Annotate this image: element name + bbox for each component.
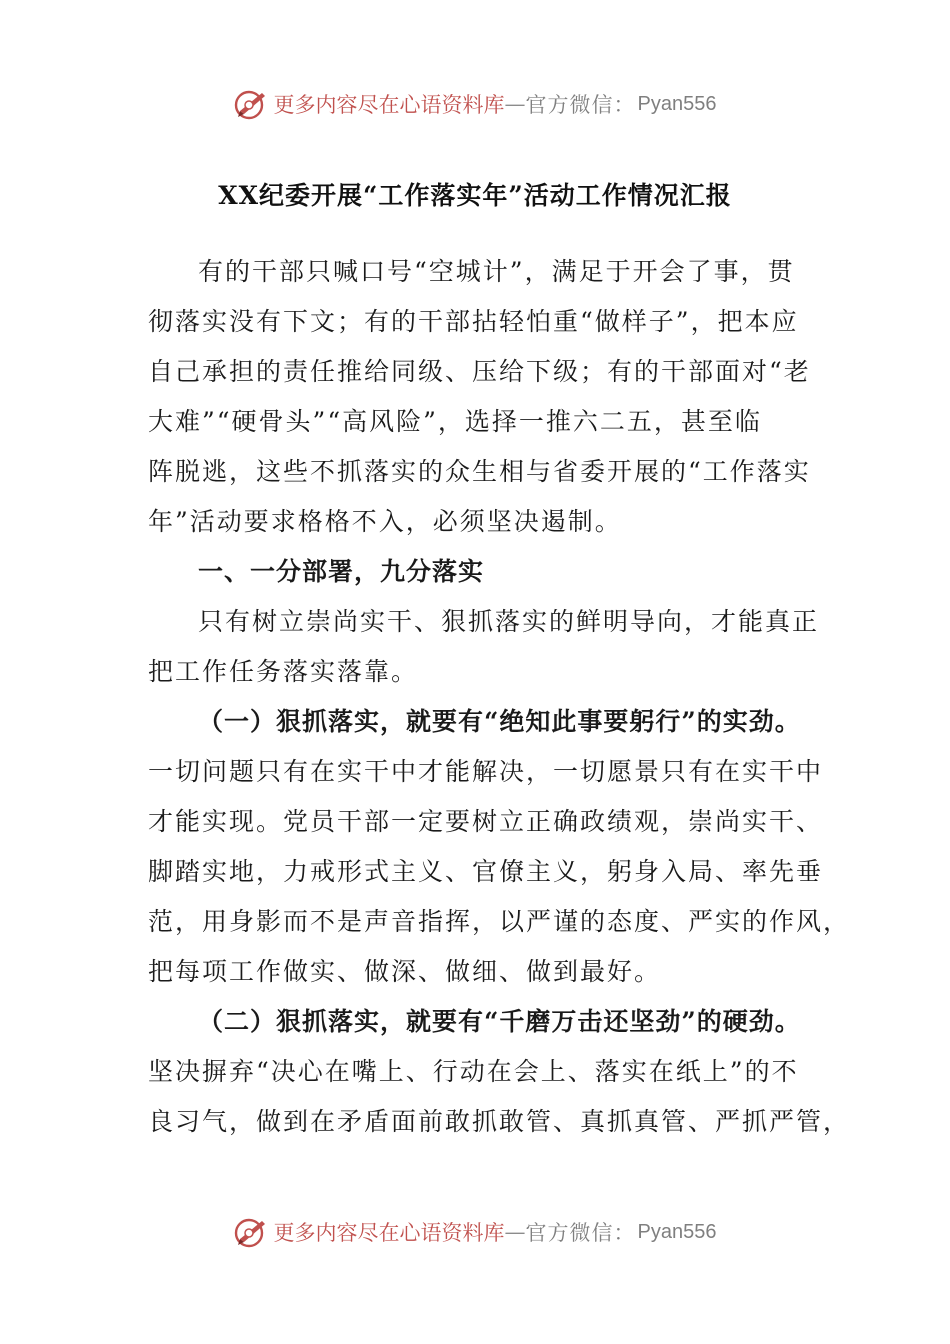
- document-title: XX纪委开展“工作落实年”活动工作情况汇报: [218, 181, 732, 210]
- pen-circle-logo-icon: [234, 1215, 268, 1249]
- brand-name: 更多内容尽在心语资料库: [273, 1221, 505, 1245]
- body-line: 范，用身影而不是声音指挥，以严谨的态度、严实的作风，: [148, 907, 851, 936]
- body-line: 良习气，做到在矛盾面前敢抓敢管、真抓真管、严抓严管，: [148, 1107, 851, 1136]
- body-line: 有的干部只喊口号“空城计”，满足于开会了事，贯: [198, 257, 795, 286]
- contact-label: 官方微信：: [525, 1221, 636, 1245]
- banner-dash: —: [504, 92, 526, 116]
- body-line: 年”活动要求格格不入，必须坚决遏制。: [148, 507, 622, 536]
- subsection-heading: （一）狠抓落实，就要有“绝知此事要躬行”的实劲。: [198, 707, 801, 736]
- body-line: 把每项工作做实、做深、做细、做到最好。: [148, 957, 662, 986]
- banner-dash: —: [504, 1220, 526, 1244]
- body-line: 只有树立崇尚实干、狠抓落实的鲜明导向，才能真正: [198, 607, 820, 636]
- body-line: 脚踏实地，力戒形式主义、官僚主义，躬身入局、率先垂: [148, 857, 824, 886]
- wechat-id: Pyan556: [637, 92, 717, 115]
- pen-circle-logo-icon: [234, 87, 268, 121]
- contact-label: 官方微信：: [525, 93, 636, 117]
- body-line: 自己承担的责任推给同级、压给下级；有的干部面对“老: [148, 357, 811, 386]
- body-line: 坚决摒弃“决心在嘴上、行动在会上、落实在纸上”的不: [148, 1057, 799, 1086]
- body-line: 大难”“硬骨头”“高风险”，选择一推六二五，甚至临: [148, 407, 762, 436]
- brand-name: 更多内容尽在心语资料库: [273, 93, 505, 117]
- body-line: 阵脱逃，这些不抓落实的众生相与省委开展的“工作落实: [148, 457, 811, 486]
- body-line: 一切问题只有在实干中才能解决，一切愿景只有在实干中: [148, 757, 824, 786]
- body-line: 彻落实没有下文；有的干部拈轻怕重“做样子”，把本应: [148, 307, 799, 336]
- body-line: 把工作任务落实落靠。: [148, 657, 419, 686]
- footer-banner: [0, 1208, 950, 1256]
- wechat-id: Pyan556: [637, 1220, 717, 1243]
- header-banner: [0, 80, 950, 128]
- subsection-heading: （二）狠抓落实，就要有“千磨万击还坚劲”的硬劲。: [198, 1007, 801, 1036]
- body-line: 才能实现。党员干部一定要树立正确政绩观，崇尚实干、: [148, 807, 824, 836]
- section-heading: 一、一分部署，九分落实: [198, 557, 485, 586]
